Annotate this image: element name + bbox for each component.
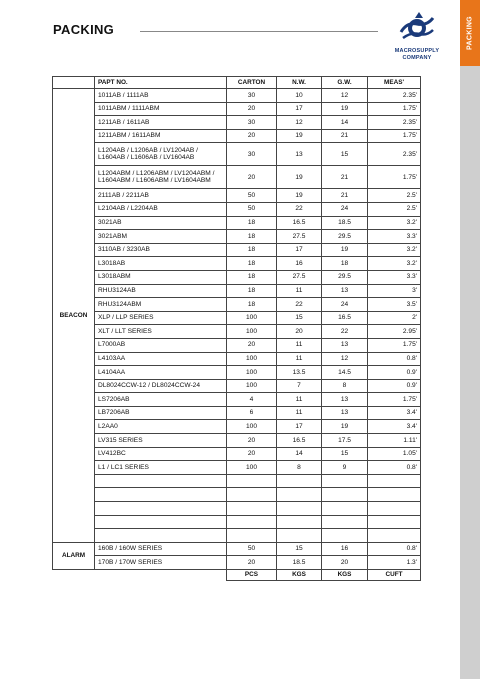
side-tab-label: PACKING bbox=[466, 16, 474, 50]
blank-cell bbox=[368, 515, 421, 529]
blank-cell bbox=[322, 474, 368, 488]
net-weight-cell: 11 bbox=[277, 352, 322, 366]
blank-cell bbox=[322, 502, 368, 516]
measurement-cell: 3.2' bbox=[368, 216, 421, 230]
measurement-cell: 2.35' bbox=[368, 89, 421, 103]
table-row bbox=[53, 434, 421, 448]
carton-cell: 20 bbox=[227, 447, 277, 461]
measurement-header: MEAS' bbox=[368, 77, 421, 89]
gross-weight-cell: 24 bbox=[322, 298, 368, 312]
part-number-cell: XLT / LLT SERIES bbox=[95, 325, 227, 339]
gross-weight-cell: 18 bbox=[322, 257, 368, 271]
table-row bbox=[53, 366, 421, 380]
carton-cell: 30 bbox=[227, 143, 277, 166]
table-row bbox=[53, 556, 421, 570]
measurement-cell: 1.75' bbox=[368, 129, 421, 143]
blank-cell bbox=[277, 474, 322, 488]
net-weight-cell: 13.5 bbox=[277, 366, 322, 380]
gross-weight-cell: 29.5 bbox=[322, 230, 368, 244]
blank-cell bbox=[227, 529, 277, 543]
gross-weight-cell: 14.5 bbox=[322, 366, 368, 380]
table-row bbox=[53, 406, 421, 420]
packing-table bbox=[52, 76, 421, 581]
gross-weight-cell: 15 bbox=[322, 447, 368, 461]
table-row bbox=[53, 216, 421, 230]
carton-cell: 18 bbox=[227, 216, 277, 230]
gross-weight-cell: 19 bbox=[322, 102, 368, 116]
carton-cell: 50 bbox=[227, 189, 277, 203]
measurement-cell: 3.5' bbox=[368, 298, 421, 312]
measurement-cell: 3.3' bbox=[368, 270, 421, 284]
table-row bbox=[53, 116, 421, 130]
measurement-cell: 0.8' bbox=[368, 352, 421, 366]
part-number-cell: 1011ABM / 1111ABM bbox=[95, 102, 227, 116]
blank-cell bbox=[322, 515, 368, 529]
gross-weight-cell: 22 bbox=[322, 325, 368, 339]
part-number-cell: L3018AB bbox=[95, 257, 227, 271]
group-label: BEACON bbox=[53, 89, 95, 543]
part-number-cell: L2104AB / L2204AB bbox=[95, 202, 227, 216]
net-weight-cell: 20 bbox=[277, 325, 322, 339]
table-row bbox=[53, 143, 421, 166]
net-weight-cell: 11 bbox=[277, 338, 322, 352]
net-weight-cell: 8 bbox=[277, 461, 322, 475]
blank-row bbox=[53, 474, 421, 488]
carton-cell: 18 bbox=[227, 243, 277, 257]
part-number-cell: LB7206AB bbox=[95, 406, 227, 420]
net-weight-cell: 19 bbox=[277, 166, 322, 189]
part-number-cell: 3110AB / 3230AB bbox=[95, 243, 227, 257]
measurement-cell: 1.11' bbox=[368, 434, 421, 448]
carton-unit: PCS bbox=[227, 570, 277, 581]
units-row bbox=[53, 570, 421, 581]
net-weight-cell: 16.5 bbox=[277, 216, 322, 230]
gross-weight-header: G.W. bbox=[322, 77, 368, 89]
page-title: PACKING bbox=[53, 22, 115, 37]
carton-cell: 30 bbox=[227, 116, 277, 130]
part-number-cell: L4103AA bbox=[95, 352, 227, 366]
blank-row bbox=[53, 515, 421, 529]
units-blank bbox=[53, 570, 95, 581]
measurement-cell: 2' bbox=[368, 311, 421, 325]
carton-cell: 50 bbox=[227, 542, 277, 556]
table-row bbox=[53, 542, 421, 556]
measurement-cell: 1.75' bbox=[368, 393, 421, 407]
carton-cell: 50 bbox=[227, 202, 277, 216]
gross-weight-cell: 21 bbox=[322, 166, 368, 189]
blank-cell bbox=[95, 515, 227, 529]
net-weight-cell: 19 bbox=[277, 189, 322, 203]
blank-cell bbox=[227, 488, 277, 502]
net-weight-cell: 11 bbox=[277, 393, 322, 407]
carton-cell: 20 bbox=[227, 556, 277, 570]
gross-weight-cell: 14 bbox=[322, 116, 368, 130]
part-number-cell: L7000AB bbox=[95, 338, 227, 352]
measurement-cell: 2.5' bbox=[368, 202, 421, 216]
blank-cell bbox=[227, 502, 277, 516]
gross-weight-cell: 12 bbox=[322, 89, 368, 103]
part-number-cell: 170B / 170W SERIES bbox=[95, 556, 227, 570]
gross-weight-cell: 13 bbox=[322, 284, 368, 298]
carton-cell: 100 bbox=[227, 379, 277, 393]
table-row bbox=[53, 257, 421, 271]
gross-weight-cell: 19 bbox=[322, 420, 368, 434]
part-number-cell: RHU3124ABM bbox=[95, 298, 227, 312]
net-weight-cell: 17 bbox=[277, 243, 322, 257]
part-number-cell: L4104AA bbox=[95, 366, 227, 380]
net-weight-cell: 22 bbox=[277, 298, 322, 312]
table-row bbox=[53, 284, 421, 298]
blank-cell bbox=[95, 488, 227, 502]
gross-weight-cell: 16 bbox=[322, 542, 368, 556]
table-row bbox=[53, 393, 421, 407]
part-no-header: PAPT NO. bbox=[95, 77, 227, 89]
gross-weight-cell: 29.5 bbox=[322, 270, 368, 284]
table-header-row bbox=[53, 77, 421, 89]
table-row bbox=[53, 89, 421, 103]
gross-weight-cell: 12 bbox=[322, 352, 368, 366]
carton-cell: 20 bbox=[227, 102, 277, 116]
gross-weight-cell: 17.5 bbox=[322, 434, 368, 448]
blank-row bbox=[53, 488, 421, 502]
measurement-cell: 0.8' bbox=[368, 461, 421, 475]
measurement-cell: 1.75' bbox=[368, 166, 421, 189]
gross-weight-cell: 21 bbox=[322, 129, 368, 143]
brand-name-line2: COMPANY bbox=[402, 55, 432, 61]
table-row bbox=[53, 311, 421, 325]
table-row bbox=[53, 189, 421, 203]
table-row bbox=[53, 379, 421, 393]
net-weight-cell: 19 bbox=[277, 129, 322, 143]
gross-weight-cell: 20 bbox=[322, 556, 368, 570]
net-weight-cell: 17 bbox=[277, 102, 322, 116]
blank-row bbox=[53, 529, 421, 543]
net-weight-cell: 17 bbox=[277, 420, 322, 434]
blank-cell bbox=[368, 529, 421, 543]
carton-cell: 6 bbox=[227, 406, 277, 420]
part-number-cell: L2AA0 bbox=[95, 420, 227, 434]
table-row bbox=[53, 352, 421, 366]
net-weight-cell: 12 bbox=[277, 116, 322, 130]
carton-cell: 18 bbox=[227, 298, 277, 312]
measurement-cell: 2.95' bbox=[368, 325, 421, 339]
alarm-section bbox=[53, 542, 421, 569]
part-number-cell: XLP / LLP SERIES bbox=[95, 311, 227, 325]
part-number-cell: 3021ABM bbox=[95, 230, 227, 244]
blank-cell bbox=[227, 515, 277, 529]
part-number-cell: 3021AB bbox=[95, 216, 227, 230]
blank-cell bbox=[368, 502, 421, 516]
measurement-cell: 2.5' bbox=[368, 189, 421, 203]
part-number-cell: L3018ABM bbox=[95, 270, 227, 284]
carton-cell: 20 bbox=[227, 338, 277, 352]
net-weight-cell: 16 bbox=[277, 257, 322, 271]
net-weight-cell: 22 bbox=[277, 202, 322, 216]
measurement-cell: 1.3' bbox=[368, 556, 421, 570]
net-weight-cell: 14 bbox=[277, 447, 322, 461]
carton-cell: 100 bbox=[227, 366, 277, 380]
net-weight-cell: 27.5 bbox=[277, 230, 322, 244]
part-number-cell: L1 / LC1 SERIES bbox=[95, 461, 227, 475]
table-row bbox=[53, 325, 421, 339]
blank-cell bbox=[277, 502, 322, 516]
table-row bbox=[53, 338, 421, 352]
table-row bbox=[53, 420, 421, 434]
net-weight-cell: 13 bbox=[277, 143, 322, 166]
measurement-cell: 3.4' bbox=[368, 420, 421, 434]
net-weight-cell: 18.5 bbox=[277, 556, 322, 570]
side-section-tab[interactable] bbox=[460, 0, 480, 66]
company-logo bbox=[382, 8, 452, 70]
carton-cell: 18 bbox=[227, 230, 277, 244]
net-weight-cell: 16.5 bbox=[277, 434, 322, 448]
net-weight-cell: 27.5 bbox=[277, 270, 322, 284]
carton-cell: 20 bbox=[227, 129, 277, 143]
table-row bbox=[53, 230, 421, 244]
part-number-cell: L1204AB / L1206AB / LV1204AB / L1604AB / L1606AB / LV1604AB bbox=[95, 143, 227, 166]
part-number-cell: LS7206AB bbox=[95, 393, 227, 407]
part-number-cell: 1211ABM / 1611ABM bbox=[95, 129, 227, 143]
blank-row bbox=[53, 502, 421, 516]
part-number-cell: 1211AB / 1611AB bbox=[95, 116, 227, 130]
gross-weight-cell: 13 bbox=[322, 393, 368, 407]
net-weight-unit: KGS bbox=[277, 570, 322, 581]
net-weight-cell: 15 bbox=[277, 542, 322, 556]
table-row bbox=[53, 166, 421, 189]
gross-weight-cell: 19 bbox=[322, 243, 368, 257]
measurement-cell: 0.9' bbox=[368, 366, 421, 380]
gross-weight-cell: 9 bbox=[322, 461, 368, 475]
measurement-cell: 0.9' bbox=[368, 379, 421, 393]
net-weight-cell: 11 bbox=[277, 406, 322, 420]
gross-weight-cell: 18.5 bbox=[322, 216, 368, 230]
part-number-cell: 160B / 160W SERIES bbox=[95, 542, 227, 556]
gross-weight-cell: 13 bbox=[322, 406, 368, 420]
blank-cell bbox=[277, 529, 322, 543]
carton-cell: 4 bbox=[227, 393, 277, 407]
group-label: ALARM bbox=[53, 542, 95, 569]
blank-cell bbox=[368, 474, 421, 488]
measurement-unit: CUFT bbox=[368, 570, 421, 581]
carton-cell: 18 bbox=[227, 270, 277, 284]
brand-name-line1: MACROSUPPLY bbox=[394, 48, 440, 54]
gross-weight-cell: 15 bbox=[322, 143, 368, 166]
table-row bbox=[53, 298, 421, 312]
table-row bbox=[53, 129, 421, 143]
carton-cell: 100 bbox=[227, 461, 277, 475]
table-row bbox=[53, 447, 421, 461]
part-number-cell: LV315 SERIES bbox=[95, 434, 227, 448]
table-row bbox=[53, 461, 421, 475]
measurement-cell: 3.2' bbox=[368, 243, 421, 257]
part-number-cell: 2111AB / 2211AB bbox=[95, 189, 227, 203]
blank-cell bbox=[322, 529, 368, 543]
blank-cell bbox=[277, 488, 322, 502]
measurement-cell: 1.05' bbox=[368, 447, 421, 461]
beacon-section bbox=[53, 89, 421, 543]
blank-cell bbox=[322, 488, 368, 502]
carton-cell: 100 bbox=[227, 311, 277, 325]
carton-header: CARTON bbox=[227, 77, 277, 89]
carton-cell: 18 bbox=[227, 284, 277, 298]
gross-weight-cell: 16.5 bbox=[322, 311, 368, 325]
net-weight-header: N.W. bbox=[277, 77, 322, 89]
part-number-cell: RHU3124AB bbox=[95, 284, 227, 298]
measurement-cell: 0.8' bbox=[368, 542, 421, 556]
carton-cell: 100 bbox=[227, 352, 277, 366]
part-number-cell: LV412BC bbox=[95, 447, 227, 461]
side-bar bbox=[460, 0, 480, 679]
blank-cell bbox=[277, 515, 322, 529]
blank-cell bbox=[95, 502, 227, 516]
units-blank bbox=[95, 570, 227, 581]
measurement-cell: 1.75' bbox=[368, 338, 421, 352]
measurement-cell: 2.35' bbox=[368, 143, 421, 166]
blank-cell bbox=[95, 474, 227, 488]
measurement-cell: 2.35' bbox=[368, 116, 421, 130]
net-weight-cell: 15 bbox=[277, 311, 322, 325]
blank-cell bbox=[368, 488, 421, 502]
gross-weight-cell: 13 bbox=[322, 338, 368, 352]
net-weight-cell: 7 bbox=[277, 379, 322, 393]
table-row bbox=[53, 243, 421, 257]
measurement-cell: 1.75' bbox=[368, 102, 421, 116]
net-weight-cell: 11 bbox=[277, 284, 322, 298]
table-row bbox=[53, 202, 421, 216]
measurement-cell: 3.2' bbox=[368, 257, 421, 271]
gross-weight-cell: 24 bbox=[322, 202, 368, 216]
net-weight-cell: 10 bbox=[277, 89, 322, 103]
carton-cell: 18 bbox=[227, 257, 277, 271]
carton-cell: 20 bbox=[227, 434, 277, 448]
blank-cell bbox=[227, 474, 277, 488]
blank-cell bbox=[95, 529, 227, 543]
table-row bbox=[53, 102, 421, 116]
part-number-cell: DL8024CCW-12 / DL8024CCW-24 bbox=[95, 379, 227, 393]
gross-weight-unit: KGS bbox=[322, 570, 368, 581]
logo-emblem-icon bbox=[397, 8, 437, 48]
title-divider bbox=[140, 31, 378, 32]
table-row bbox=[53, 270, 421, 284]
part-number-cell: 1011AB / 1111AB bbox=[95, 89, 227, 103]
gross-weight-cell: 8 bbox=[322, 379, 368, 393]
carton-cell: 30 bbox=[227, 89, 277, 103]
gross-weight-cell: 21 bbox=[322, 189, 368, 203]
measurement-cell: 3' bbox=[368, 284, 421, 298]
carton-cell: 100 bbox=[227, 325, 277, 339]
part-number-cell: L1204ABM / L1206ABM / LV1204ABM / L1604ABM / L1606ABM / LV1604ABM bbox=[95, 166, 227, 189]
group-header bbox=[53, 77, 95, 89]
measurement-cell: 3.4' bbox=[368, 406, 421, 420]
carton-cell: 100 bbox=[227, 420, 277, 434]
measurement-cell: 3.3' bbox=[368, 230, 421, 244]
carton-cell: 20 bbox=[227, 166, 277, 189]
